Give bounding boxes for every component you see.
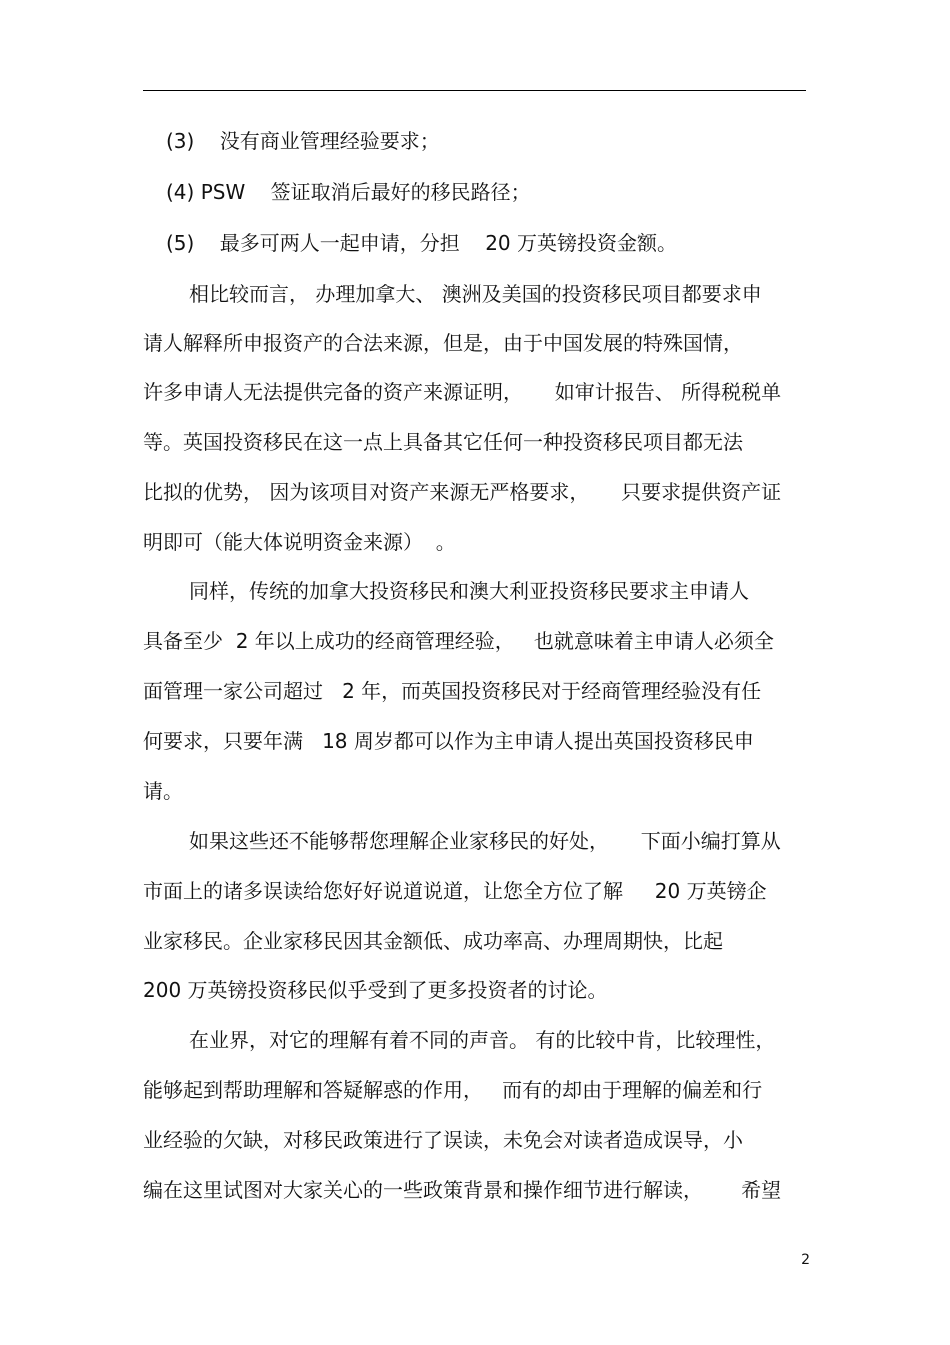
list-item-3: (3) 没有商业管理经验要求； <box>166 129 440 153</box>
paragraph-2-line-5: 请。 <box>143 779 183 803</box>
paragraph-4-line-2: 能够起到帮助理解和答疑解惑的作用， 而有的却由于理解的偏差和行 <box>143 1078 763 1102</box>
paragraph-1-line-3: 许多申请人无法提供完备的资产来源证明， 如审计报告、 所得税税单 <box>143 380 782 404</box>
paragraph-1-line-1: 相比较而言， 办理加拿大、 澳洲及美国的投资移民项目都要求申 <box>189 282 762 306</box>
paragraph-1-line-2: 请人解释所申报资产的合法来源，但是，由于中国发展的特殊国情， <box>143 331 743 355</box>
paragraph-3-line-2: 市面上的诸多误读给您好好说道说道，让您全方位了解 20 万英镑企 <box>143 879 767 903</box>
header-rule <box>143 90 806 91</box>
paragraph-2-line-1: 同样，传统的加拿大投资移民和澳大利亚投资移民要求主申请人 <box>189 579 749 603</box>
paragraph-4-line-3: 业经验的欠缺，对移民政策进行了误读，未免会对读者造成误导，小 <box>143 1128 743 1152</box>
paragraph-1-line-4: 等。英国投资移民在这一点上具备其它任何一种投资移民项目都无法 <box>143 430 743 454</box>
list-item-5: (5) 最多可两人一起申请，分担 20 万英镑投资金额。 <box>166 231 677 255</box>
paragraph-3-line-3: 业家移民。企业家移民因其金额低、成功率高、办理周期快，比起 <box>143 929 723 953</box>
paragraph-2-line-2: 具备至少 2 年以上成功的经商管理经验， 也就意味着主申请人必须全 <box>143 629 774 653</box>
paragraph-4-line-1: 在业界，对它的理解有着不同的声音。 有的比较中肯，比较理性， <box>189 1028 776 1052</box>
paragraph-2-line-3: 面管理一家公司超过 2 年，而英国投资移民对于经商管理经验没有任 <box>143 679 762 703</box>
paragraph-4-line-4: 编在这里试图对大家关心的一些政策背景和操作细节进行解读， 希望 <box>143 1178 782 1202</box>
paragraph-1-line-6: 明即可（能大体说明资金来源） 。 <box>143 530 456 554</box>
paragraph-3-line-4: 200 万英镑投资移民似乎受到了更多投资者的讨论。 <box>143 978 608 1002</box>
page-number: 2 <box>801 1252 810 1268</box>
paragraph-1-line-5: 比拟的优势， 因为该项目对资产来源无严格要求， 只要求提供资产证 <box>143 480 782 504</box>
paragraph-2-line-4: 何要求，只要年满 18 周岁都可以作为主申请人提出英国投资移民申 <box>143 729 754 753</box>
paragraph-3-line-1: 如果这些还不能够帮您理解企业家移民的好处， 下面小编打算从 <box>189 829 781 853</box>
list-item-4: (4) PSW 签证取消后最好的移民路径； <box>166 180 531 204</box>
